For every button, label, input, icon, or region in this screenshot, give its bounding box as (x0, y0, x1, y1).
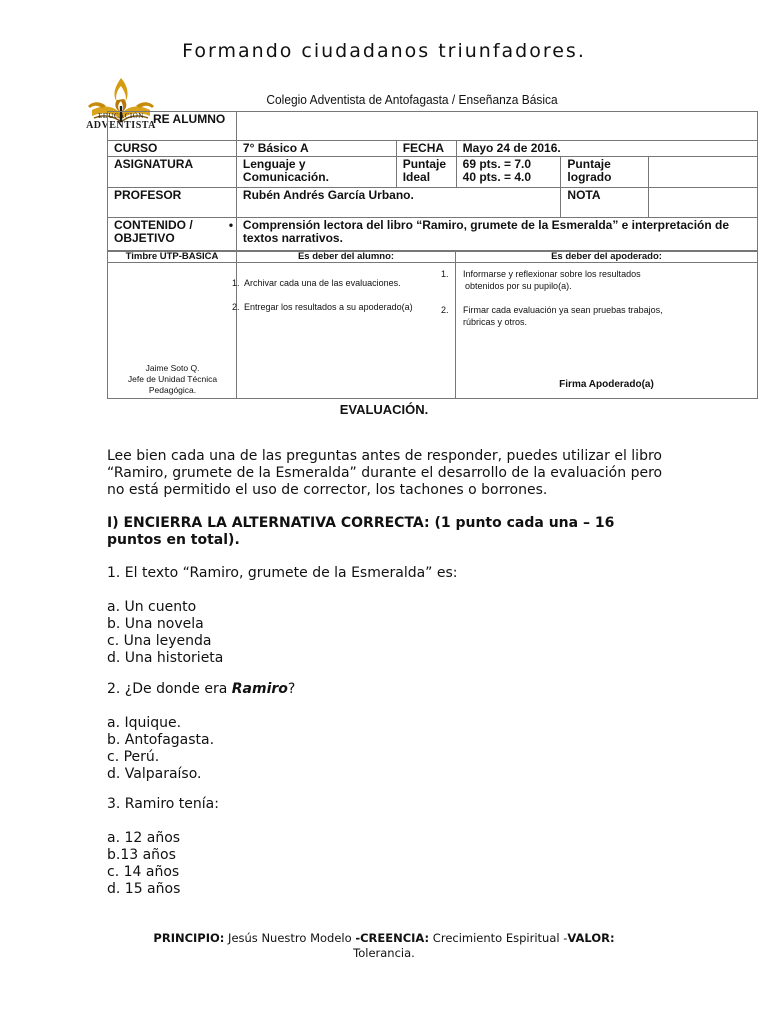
question-3-text: 3. Ramiro tenía: (107, 796, 219, 812)
asignatura-label: ASIGNATURA (108, 157, 237, 188)
contenido-value-cell (228, 218, 757, 252)
apoderado-item-2-line-1: Firmar cada evaluación ya sean pruebas trabajos, (463, 305, 663, 315)
signature-name: Jaime Soto Q. (145, 363, 200, 373)
q1-option-b[interactable]: b. Una novela (107, 616, 204, 632)
signature-role-1: Jefe de Unidad Técnica (127, 374, 218, 384)
profesor-label: PROFESOR (108, 188, 237, 218)
puntaje-ideal-label: Puntaje Ideal (396, 157, 456, 188)
profesor-value: Rubén Andrés García Urbano. (236, 188, 561, 218)
valor-value: Tolerancia. (353, 946, 415, 960)
question-2-suffix: ? (287, 681, 296, 697)
contenido-value: Comprensión lectora del libro “Ramiro, grumete de la Esmeralda” e interpretación de textos narrativos. (242, 218, 730, 245)
q3-option-c[interactable]: c. 14 años (107, 864, 180, 880)
timbre-header: Timbre UTP-BASICA (108, 251, 236, 263)
curso-label: CURSO (108, 141, 237, 157)
instructions-line-1: Lee bien cada una de las preguntas antes de responder, puedes utilizar el libro (107, 448, 662, 464)
puntaje-ideal-line-2: 40 pts. = 4.0 (462, 170, 532, 184)
q2-option-a[interactable]: a. Iquique. (107, 715, 182, 731)
logo-line-1: EDUCACIÓN (98, 112, 144, 120)
puntaje-logrado-label: Puntaje logrado (561, 157, 649, 188)
asignatura-value: Lenguaje y Comunicación. (236, 157, 396, 188)
apoderado-header: Es deber del apoderado: (456, 251, 757, 263)
alumno-item-2-text: Entregar los resultados a su apoderado(a) (244, 302, 413, 312)
apoderado-column (441, 251, 757, 398)
q3-option-b[interactable]: b.13 años (107, 847, 176, 863)
apoderado-item-1-num: 1. (441, 269, 449, 279)
section-title (107, 515, 667, 549)
q1-option-d[interactable]: d. Una historieta (107, 650, 224, 666)
section-title-line-2: puntos en total). (107, 532, 240, 548)
question-2-emph: Ramiro (231, 681, 288, 697)
apoderado-item-2-num: 2. (441, 305, 449, 315)
footer-values (0, 931, 768, 961)
q3-option-d[interactable]: d. 15 años (107, 881, 181, 897)
instructions-line-2: “Ramiro, grumete de la Esmeralda” durante el desarrollo de la evaluación pero (107, 465, 663, 481)
contenido-bullet: • (228, 218, 234, 232)
q2-option-c[interactable]: c. Perú. (107, 749, 160, 765)
signature-role-2: Pedagógica. (148, 385, 197, 395)
apoderado-item-1-line-2: obtenidos por su pupilo(a). (465, 281, 572, 291)
curso-value: 7° Básico A (236, 141, 396, 157)
q3-option-a[interactable]: a. 12 años (107, 830, 181, 846)
principio-label: PRINCIPIO: (153, 931, 225, 945)
valor-label: VALOR: (567, 931, 615, 945)
q1-option-a[interactable]: a. Un cuento (107, 599, 197, 615)
nombre-label: RE ALUMNO (108, 112, 237, 141)
contenido-label: CONTENIDO / OBJETIVO (108, 218, 237, 252)
creencia-value: Crecimiento Espiritual - (429, 931, 568, 945)
apoderado-item-1-line-1: Informarse y reflexionar sobre los resultados (463, 269, 641, 279)
question-3 (107, 796, 667, 898)
question-2 (107, 681, 667, 783)
school-motto: Formando ciudadanos triunfadores. (182, 40, 586, 62)
nombre-field[interactable] (236, 112, 757, 141)
principio-value: Jesús Nuestro Modelo (224, 931, 356, 945)
puntaje-ideal-value (456, 157, 561, 188)
apoderado-item-2-line-2: rúbricas y otros. (463, 317, 528, 327)
question-1-text: 1. El texto “Ramiro, grumete de la Esmeralda” es: (107, 565, 458, 581)
nota-field[interactable] (649, 188, 758, 218)
fecha-value: Mayo 24 de 2016. (456, 141, 757, 157)
fecha-label: FECHA (396, 141, 456, 157)
timbre-column (108, 251, 237, 398)
question-2-prefix: 2. ¿De donde era (107, 681, 232, 697)
alumno-item-1-text: Archivar cada una de las evaluaciones. (244, 278, 401, 288)
evaluation-title: EVALUACIÓN. (339, 402, 429, 417)
student-info-table (107, 111, 758, 252)
section-title-line-1: I) ENCIERRA LA ALTERNATIVA CORRECTA: (1 punto cada una – 16 (107, 515, 615, 531)
logo-line-2: ADVENTISTA (86, 120, 156, 131)
question-2-text (107, 681, 667, 698)
q2-option-b[interactable]: b. Antofagasta. (107, 732, 215, 748)
puntaje-logrado-field[interactable] (649, 157, 758, 188)
footer-line-1 (0, 931, 768, 946)
alumno-column (232, 251, 456, 398)
nota-label: NOTA (561, 188, 649, 218)
firma-apoderado: Firma Apoderado(a) (559, 379, 654, 390)
alumno-item-2-num: 2. (232, 302, 240, 312)
creencia-label: -CREENCIA: (355, 931, 430, 945)
signature-box (107, 250, 758, 399)
question-1 (107, 565, 667, 667)
school-line: Colegio Adventista de Antofagasta / Enseñanza Básica (266, 92, 558, 107)
puntaje-ideal-line-1: 69 pts. = 7.0 (462, 157, 532, 171)
alumno-header: Es deber del alumno: (237, 251, 455, 263)
utp-signature (108, 363, 237, 396)
instructions (107, 448, 667, 499)
q1-option-c[interactable]: c. Una leyenda (107, 633, 212, 649)
alumno-item-1-num: 1. (232, 278, 240, 288)
q2-option-d[interactable]: d. Valparaíso. (107, 766, 202, 782)
instructions-line-3: no está permitido el uso de corrector, los tachones o borrones. (107, 482, 548, 498)
